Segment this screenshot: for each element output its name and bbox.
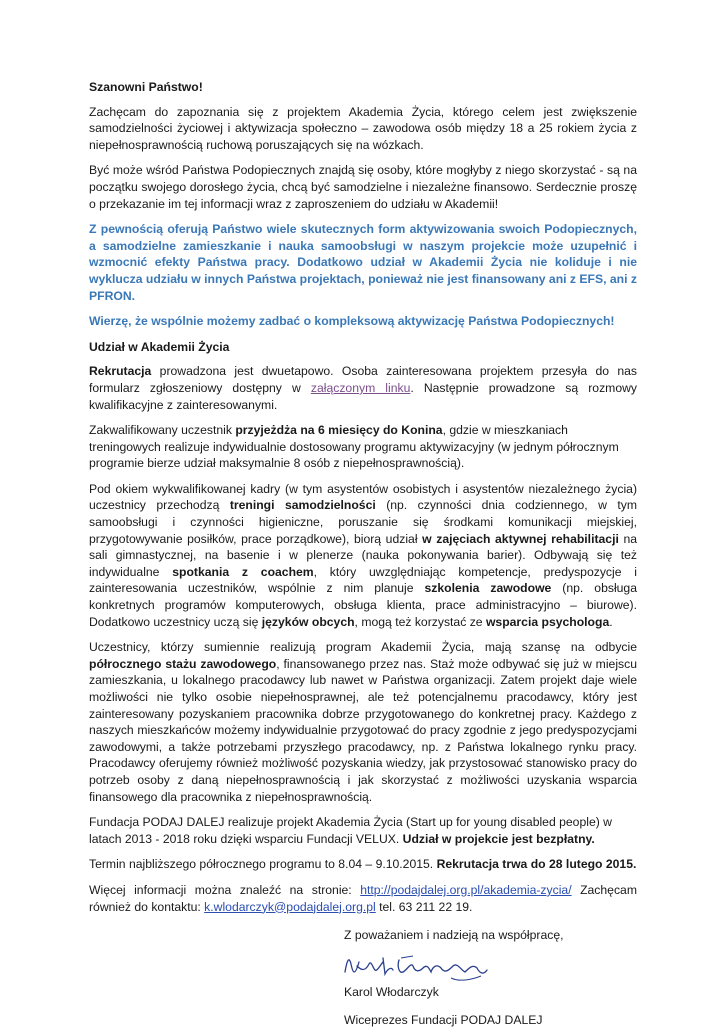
recruitment-paragraph	[89, 363, 637, 413]
highlight-statement: Wierzę, że wspólnie możemy zadbać o kompleksową aktywizację Państwa Podopiecznych!	[89, 314, 615, 329]
staff-paragraph	[89, 481, 637, 630]
staff-bold-1: treningi samodzielności	[229, 498, 376, 513]
highlight-paragraph: Z pewnością oferują Państwo wiele skutecznych form aktywizowania swoich Podopiecznych, a samodzielne zamieszkanie i nauka samoobsługi w naszym projekcie może uzupełnić i wzmocnić efekty Państwa pracy. Dodatkowo udział w Akademii Życia nie koliduje i nie wyklucza udziału w innych Państwa projektach, ponieważ nie jest finansowany ani z EFS, ani z PFRON.	[89, 222, 637, 303]
attached-link[interactable]: załączonym linku	[310, 380, 411, 395]
staff-text-7: .	[609, 614, 613, 629]
staff-text-5: (np. obsługa konkretnych programów komputerowych, obsługa klienta, prace administracyjno – biurowe). Dodatkowo uczestnicy uczą się	[89, 581, 637, 629]
staff-text-4: , który uwzględniając kompetencje, predyspozycje i zainteresowania uczestników, wspólnie z nim planuje	[89, 564, 637, 596]
staff-bold-5: języków obcych	[261, 614, 355, 629]
signer-name: Karol Włodarczyk	[344, 984, 439, 999]
contact-text-3: tel. 63 211 22 19.	[375, 899, 473, 914]
konin-paragraph	[89, 422, 637, 472]
staff-text-6: , mogą też korzystać ze	[354, 614, 486, 629]
closing-line: Z poważaniem i nadzieją na współpracę,	[344, 928, 564, 943]
intro-paragraph: Zachęcam do zapoznania się z projektem Akademia Życia, którego celem jest zwiększenie samodzielności życiowej i aktywizacja społeczno – zawodowa osób między 18 a 25 rokiem życia z niepełnosprawnością ruchową poruszających się na wózkach.	[89, 104, 637, 152]
internship-paragraph	[89, 639, 637, 805]
greeting: Szanowni Państwo!	[89, 80, 203, 94]
staff-bold-2: w zajęciach aktywnej rehabilitacji	[422, 531, 619, 546]
staff-text-1: Pod okiem wykwalifikowanej kadry (w tym asystentów osobistych i asystentów niezależnego życia) uczestnicy przechodzą	[89, 481, 637, 513]
contact-paragraph	[89, 882, 637, 915]
staff-text-3: na sali gimnastycznej, na basenie i w plenerze (nauka pokonywania barier). Odbywają się też indywidualne	[89, 531, 638, 579]
recruitment-bold: Rekrutacja	[89, 364, 152, 379]
recruitment-text-2: . Następnie prowadzone są rozmowy kwalifikacyjne z zainteresowanymi.	[89, 380, 637, 412]
konin-text-2: , gdzie w mieszkaniach treningowych realizuje indywidualnie dostosowany programu aktywizacyjny (w jednym półrocznym programie bierze udział maksymalnie 8 osób z niepełnosprawnością).	[89, 423, 619, 471]
recruitment-text-1: prowadzona jest dwuetapowo. Osoba zainteresowana projektem przesyła do nas formularz zgłoszeniowy dostępny w	[89, 364, 637, 395]
staff-bold-6: wsparcia psychologa	[485, 614, 610, 629]
contact-text-1: Więcej informacji można znaleźć na stronie:	[89, 882, 361, 897]
staff-bold-4: szkolenia zawodowe	[424, 581, 552, 596]
letter	[89, 79, 637, 1029]
internship-text-2: , finansowanego przez nas. Staż może odbywać się już w miejscu zamieszkania, u lokalnego pracodawcy lub nawet w Państwa organizacji. Zatem projekt daje wiele możliwości nie tylko osobie niepełnosprawnej, ale też potencjalnemu pracodawcy, który jest zainteresowany pozyskaniem pracownika dobrze przygotowanego do konkretnej pracy. Każdego z naszych mieszkańców możemy indywidualnie przygotować do pracy zgodnie z jego predyspozycjami zawodowymi, a także potrzebami przyszłego pracodawcy, np. z Państwa lokalnego rynku pracy. Pracodawcy oferujemy również możliwość pozyskania wiedzy, jak przystosować stanowisko pracy do potrzeb osoby z daną niepełnosprawnością i jak skorzystać z możliwości uzyskania wsparcia finansowego dla pracownika z niepełnosprawnością.	[89, 656, 637, 804]
signature-scribble	[341, 950, 501, 984]
foundation-paragraph	[89, 814, 637, 847]
internship-bold: półrocznego stażu zawodowego	[89, 656, 277, 671]
konin-bold: przyjeżdża na 6 miesięcy do Konina	[235, 423, 443, 438]
section-title: Udział w Akademii Życia	[89, 339, 230, 354]
deadline-bold: Rekrutacja trwa do 28 lutego 2015.	[436, 857, 637, 872]
konin-text-1: Zakwalifikowany uczestnik	[89, 423, 236, 438]
handwritten-signature	[341, 950, 637, 984]
invitation-paragraph: Być może wśród Państwa Podopiecznych znajdą się osoby, które mogłyby z niego skorzystać - są na początku swojego dorosłego życia, chcą być samodzielne i niezależne finansowo. Serdecznie proszę o przekazanie im tej informacji wraz z zaproszeniem do udziału w Akademii!	[89, 163, 637, 211]
foundation-bold: Udział w projekcie jest bezpłatny.	[402, 831, 595, 846]
deadline-text: Termin najbliższego półrocznego programu to 8.04 – 9.10.2015.	[89, 857, 437, 872]
staff-bold-3: spotkania z coachem	[172, 564, 314, 579]
email-link[interactable]: k.wlodarczyk@podajdalej.org.pl	[204, 899, 376, 914]
contact-text-2: Zachęcam również do kontaktu:	[89, 882, 637, 914]
signer-role: Wiceprezes Fundacji PODAJ DALEJ	[344, 1013, 543, 1028]
staff-text-2: (np. czynności dnia codziennego, w tym samoobsługi i czynności higieniczne, poruszanie się środkami komunikacji miejskiej, przygotowywanie posiłków, prace porządkowe), biorą udział	[89, 498, 637, 546]
internship-text-1: Uczestnicy, którzy sumiennie realizują program Akademii Życia, mają szansę na odbycie	[89, 640, 637, 655]
deadline-paragraph	[89, 856, 637, 873]
website-link[interactable]: http://podajdalej.org.pl/akademia-zycia/	[360, 882, 572, 897]
foundation-text: Fundacja PODAJ DALEJ realizuje projekt Akademia Życia (Start up for young disabled people) w latach 2013 - 2018 roku dzięki wsparciu Fundacji VELUX.	[89, 815, 612, 846]
